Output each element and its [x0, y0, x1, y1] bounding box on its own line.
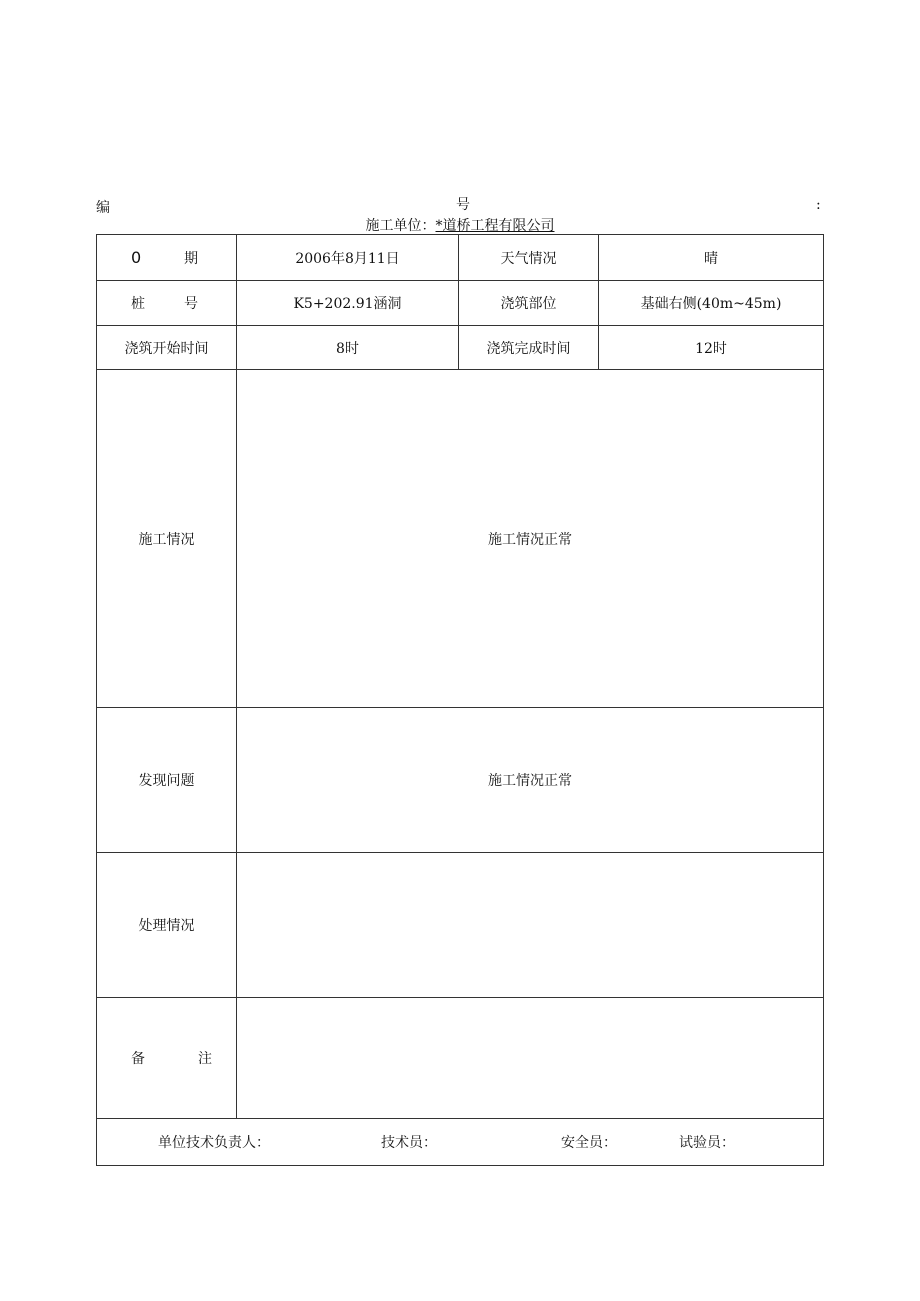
construction-log-table — [96, 234, 824, 1166]
construction-unit-line — [0, 215, 920, 235]
construction-label: 施工情况 — [97, 370, 237, 708]
signature-row — [97, 1119, 824, 1166]
remarks-label-first: 备 — [131, 1051, 145, 1067]
station-label-cell — [97, 281, 237, 326]
technician-signature: 技术员： — [381, 1135, 437, 1151]
remarks-label-second: 注 — [198, 1051, 212, 1067]
construction-unit-label: 施工单位： — [365, 218, 436, 234]
signature-cell — [97, 1119, 824, 1166]
table-row — [97, 370, 824, 708]
date-label-prefix: 0 — [131, 247, 142, 267]
tester-signature: 试验员： — [679, 1135, 735, 1151]
pour-start-value: 8时 — [237, 326, 459, 370]
date-value: 2006年8月11日 — [237, 235, 459, 281]
remarks-label-cell — [97, 998, 237, 1119]
pour-part-label: 浇筑部位 — [459, 281, 599, 326]
table-row — [97, 998, 824, 1119]
number-label-left: 编 — [96, 200, 110, 216]
table-row — [97, 281, 824, 326]
weather-value: 晴 — [599, 235, 824, 281]
station-value: K5+202.91涵洞 — [237, 281, 459, 326]
weather-label: 天气情况 — [459, 235, 599, 281]
pour-part-value: 基础右侧(40m~45m) — [599, 281, 824, 326]
date-label-cell — [97, 235, 237, 281]
problem-value: 施工情况正常 — [237, 708, 824, 853]
pour-end-label: 浇筑完成时间 — [459, 326, 599, 370]
pour-end-value: 12时 — [599, 326, 824, 370]
construction-value: 施工情况正常 — [237, 370, 824, 708]
number-label-middle: 号 — [456, 197, 470, 213]
safety-officer-signature: 安全员： — [561, 1135, 617, 1151]
handling-value — [237, 853, 824, 998]
station-label-second: 号 — [184, 296, 198, 312]
handling-label: 处理情况 — [97, 853, 237, 998]
date-label-suffix: 期 — [184, 250, 198, 267]
table-row — [97, 708, 824, 853]
station-label-first: 桩 — [131, 296, 145, 312]
number-label-colon: : — [816, 197, 821, 213]
construction-unit-name: *道桥工程有限公司 — [435, 218, 555, 234]
pour-start-label: 浇筑开始时间 — [97, 326, 237, 370]
remarks-value — [237, 998, 824, 1119]
table-row — [97, 326, 824, 370]
problem-label: 发现问题 — [97, 708, 237, 853]
table-row — [97, 853, 824, 998]
table-row — [97, 235, 824, 281]
tech-lead-signature: 单位技术负责人： — [158, 1135, 270, 1151]
